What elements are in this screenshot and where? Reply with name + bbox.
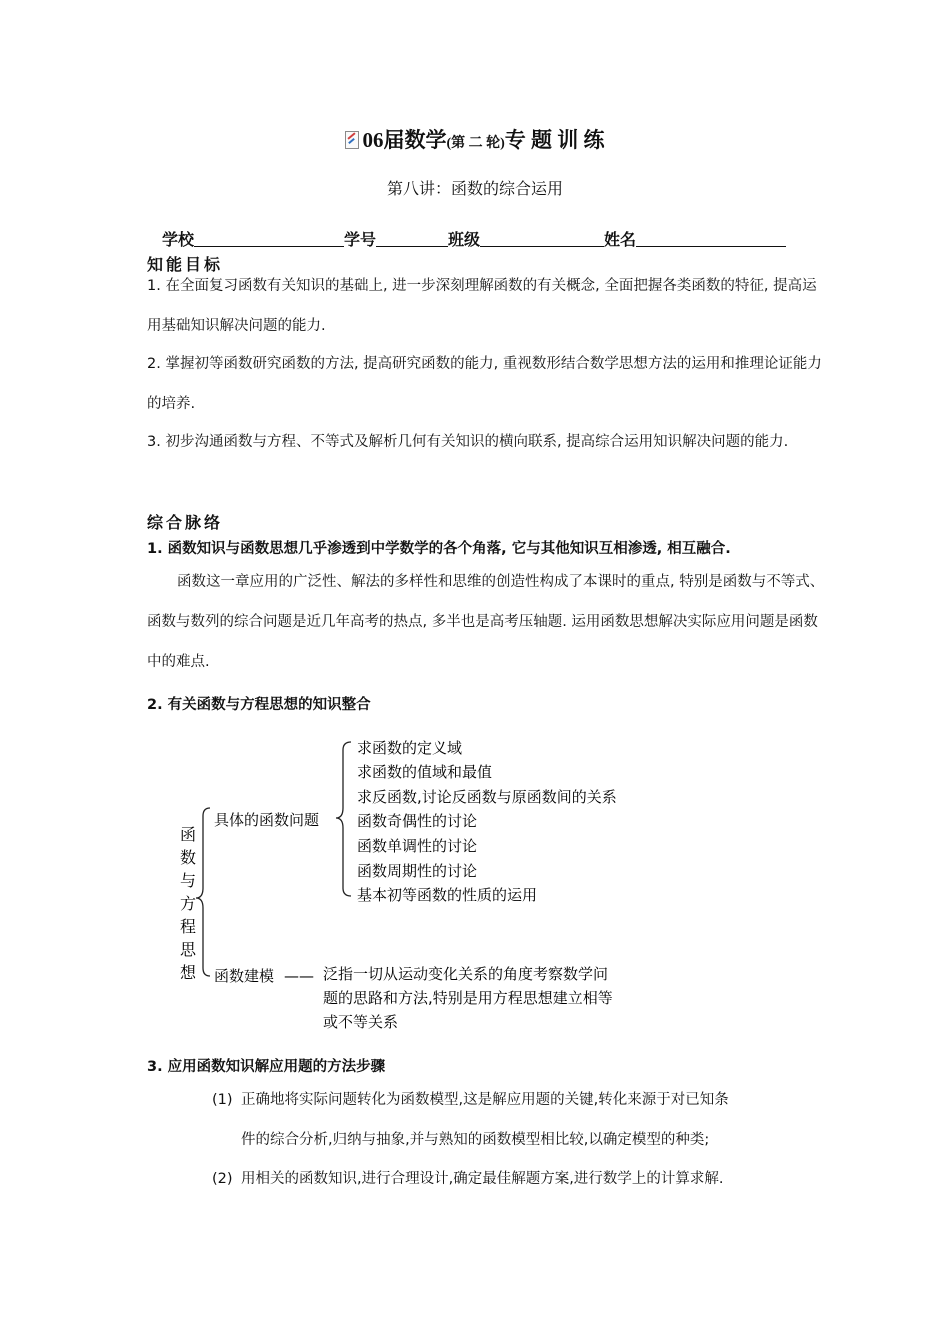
knowledge-diagram <box>170 730 690 1040</box>
goal-item-3: 3. 初步沟通函数与方程、不等式及解析几何有关知识的横向联系, 提高综合运用知识解决问题的能力. <box>147 434 789 450</box>
number-field[interactable] <box>376 232 448 247</box>
step-text: 用相关的函数知识,进行合理设计,确定最佳解题方案,进行数学上的计算求解. <box>241 1171 724 1187</box>
page-title <box>0 124 950 154</box>
goals-heading: 知能目标 <box>147 255 224 274</box>
name-field[interactable] <box>636 232 786 247</box>
title-main-a: 06届数学 <box>362 128 447 152</box>
broken-image-icon <box>345 131 359 149</box>
branch2-desc-line: 题的思路和方法,特别是用方程思想建立相等 <box>323 989 613 1007</box>
step-item-1 <box>212 1080 827 1160</box>
root-char: 数 <box>180 848 197 867</box>
student-info-row <box>162 227 786 250</box>
branch2-dash: —— <box>284 967 314 985</box>
title-round: (第 二 轮) <box>446 136 505 151</box>
branch1-label: 具体的函数问题 <box>214 811 320 829</box>
goal-item-2: 2. 掌握初等函数研究函数的方法, 提高研究函数的能力, 重视数形结合数学思想方法的运用和推理论证能力的培养. <box>147 356 822 412</box>
branch2-desc-line: 泛指一切从运动变化关系的角度考察数学问 <box>323 965 609 983</box>
step-number: (1) <box>212 1092 233 1108</box>
branch1-item: 函数奇偶性的讨论 <box>357 812 478 830</box>
branch2-label: 函数建模 <box>214 967 275 985</box>
branch1-item: 函数周期性的讨论 <box>357 862 478 880</box>
root-char: 方 <box>180 894 197 913</box>
context-heading: 综合脉络 <box>147 513 224 532</box>
class-label: 班级 <box>448 230 481 249</box>
name-label: 姓名 <box>604 230 637 249</box>
root-char: 思 <box>180 940 197 959</box>
branch1-items <box>357 739 617 904</box>
step-number: (2) <box>212 1171 233 1187</box>
branch1-item: 函数单调性的讨论 <box>357 837 478 855</box>
context-point-3: 3. 应用函数知识解应用题的方法步骤 <box>147 1059 386 1075</box>
root-label <box>180 825 197 982</box>
step-text-continued: 件的综合分析,归纳与抽象,并与熟知的函数模型相比较,以确定模型的种类; <box>241 1132 710 1148</box>
number-label: 学号 <box>344 230 377 249</box>
school-label: 学校 <box>162 230 195 249</box>
root-char: 想 <box>180 963 197 982</box>
branch2-description <box>323 965 613 1031</box>
school-field[interactable] <box>194 232 344 247</box>
subtitle: 第八讲：函数的综合运用 <box>386 179 563 198</box>
branch1-item: 基本初等函数的性质的运用 <box>357 886 538 904</box>
context-point-2: 2. 有关函数与方程思想的知识整合 <box>147 697 371 713</box>
root-char: 与 <box>180 871 197 890</box>
class-field[interactable] <box>480 232 604 247</box>
root-char: 程 <box>180 917 197 936</box>
root-char: 函 <box>180 825 197 844</box>
branch1-item: 求函数的定义域 <box>357 739 463 757</box>
branch1-item: 求函数的值域和最值 <box>357 763 493 781</box>
branch1-brace <box>336 742 351 896</box>
context-point-1: 1. 函数知识与函数思想几乎渗透到中学数学的各个角落, 它与其他知识互相渗透, 相互融合. <box>147 541 731 557</box>
step-item-2 <box>212 1159 827 1199</box>
branch2-desc-line: 或不等关系 <box>323 1013 399 1031</box>
step-text: 正确地将实际问题转化为函数模型,这是解应用题的关键,转化来源于对已知条 <box>241 1092 729 1108</box>
branch1-item: 求反函数,讨论反函数与原函数间的关系 <box>357 788 617 806</box>
title-main-b: 专 题 训 练 <box>504 128 605 152</box>
context-point-1-paragraph: 函数这一章应用的广泛性、解法的多样性和思维的创造性构成了本课时的重点, 特别是函数与不等式、函数与数列的综合问题是近几年高考的热点, 多半也是高考压轴题. 运用函数思想解决实际应用问题是函数中的难点. <box>147 574 825 670</box>
root-brace <box>196 808 210 976</box>
goal-item-1: 1. 在全面复习函数有关知识的基础上, 进一步深刻理解函数的有关概念, 全面把握各类函数的特征, 提高运用基础知识解决问题的能力. <box>147 278 817 334</box>
